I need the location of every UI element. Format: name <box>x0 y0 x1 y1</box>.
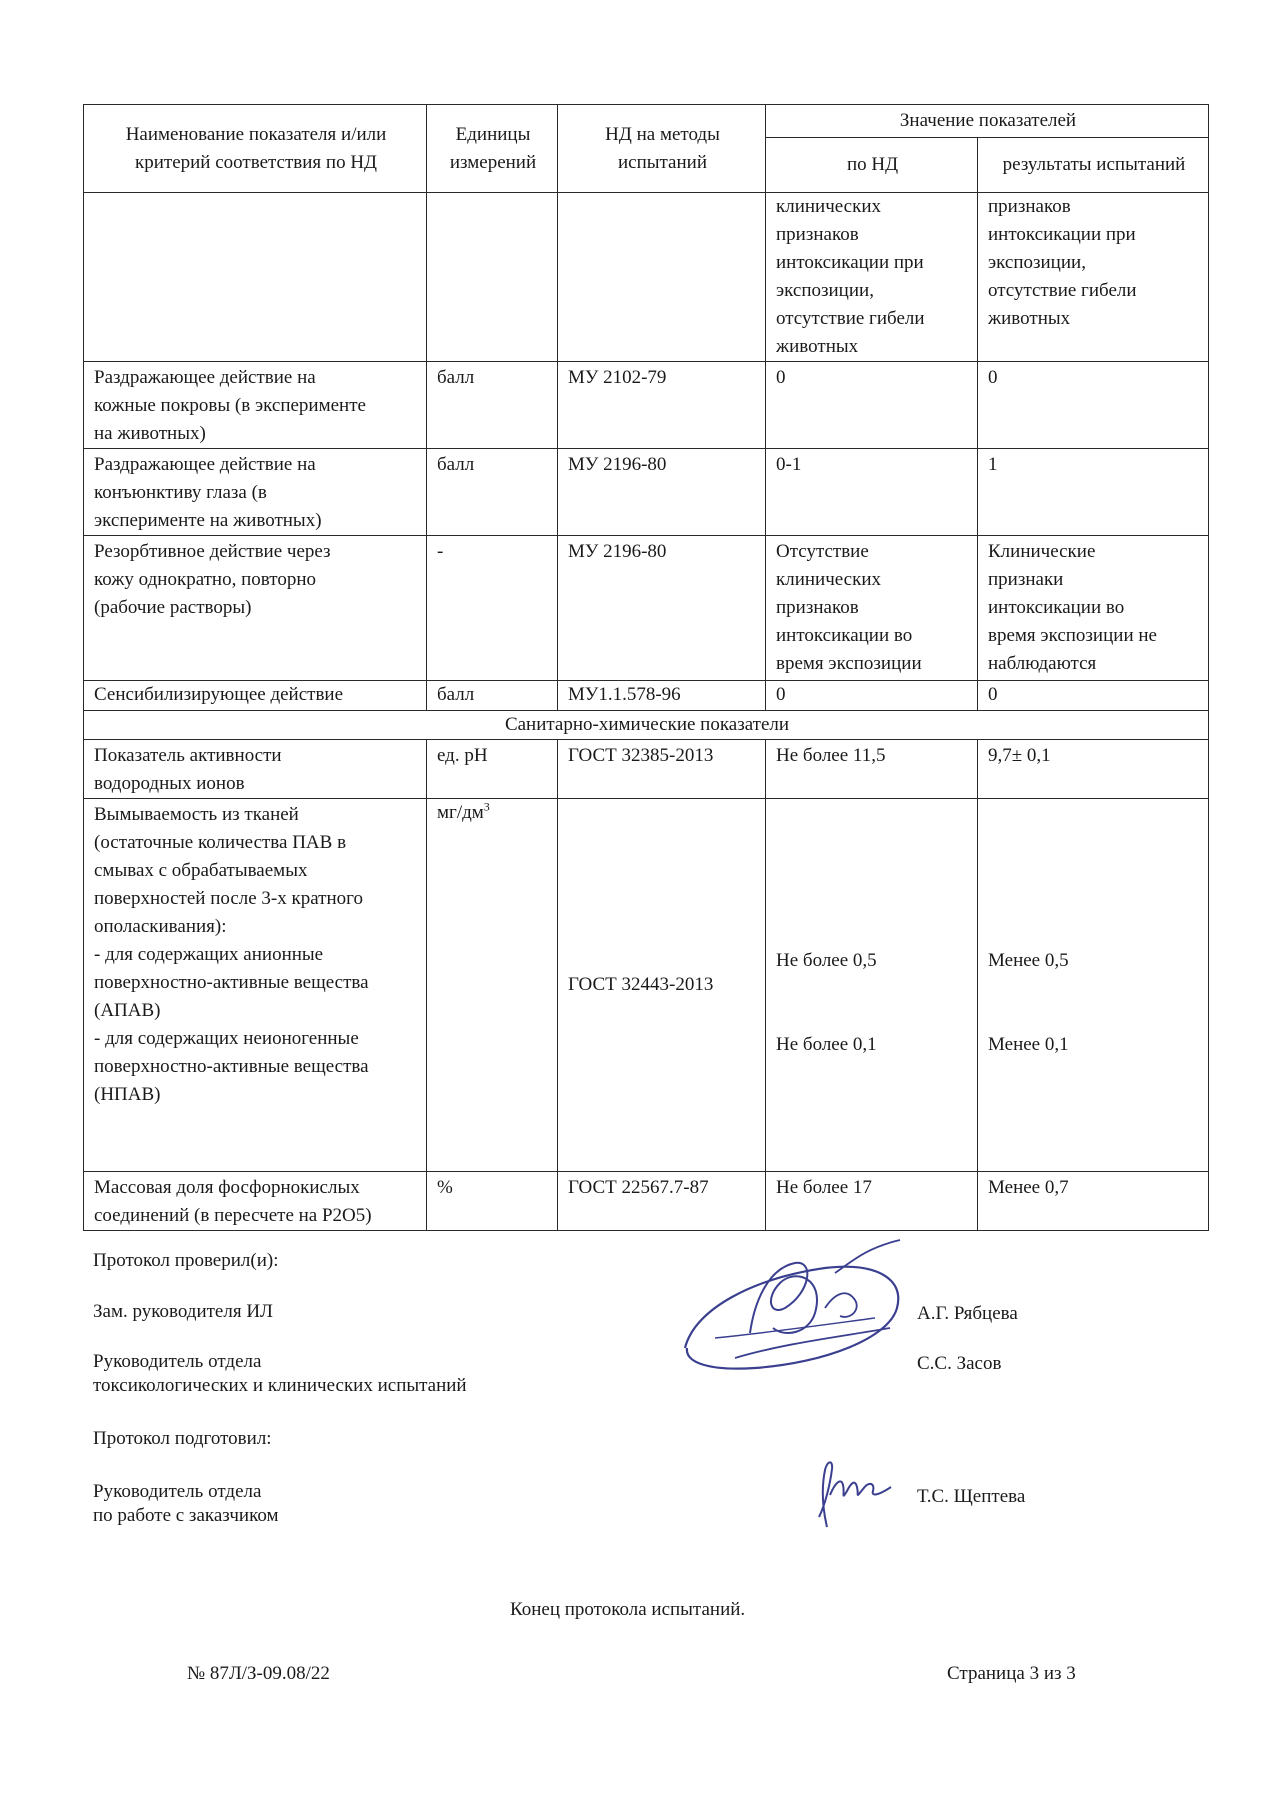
signature-ryabtseva-zasov <box>675 1238 925 1388</box>
cell-result: 0 <box>978 362 1209 449</box>
cell-method: МУ 2102-79 <box>558 362 766 449</box>
header-methods: НД на методы испытаний <box>558 105 766 193</box>
result-apav: Менее 0,5 <box>988 950 1069 971</box>
cell-name: Показатель активности водородных ионов <box>84 740 427 799</box>
cell-name: Сенсибилизирующее действие <box>84 681 427 711</box>
end-of-protocol-text: Конец протокола испытаний. <box>510 1599 746 1620</box>
cell-method: МУ1.1.578-96 <box>558 681 766 711</box>
handwritten-signature-icon <box>805 1455 905 1535</box>
section-title: Санитарно-химические показатели <box>84 711 1209 740</box>
cell-name: Раздражающее действие на кожные покровы (в эксперименте на животных) <box>84 362 427 449</box>
cell-result <box>978 799 1209 1172</box>
cell-units: балл <box>427 449 558 536</box>
result-npav: Менее 0,1 <box>988 1034 1069 1055</box>
cell-by-nd: Отсутствие клинических признаков интоксикации во время экспозиции <box>766 536 978 681</box>
table-row <box>84 1172 1209 1231</box>
results-table <box>83 104 1209 1231</box>
cell-by-nd: 0 <box>766 681 978 711</box>
cell-result: 9,7± 0,1 <box>978 740 1209 799</box>
cell-units <box>427 799 558 1172</box>
checked-by-label: Протокол проверил(и): <box>93 1250 279 1271</box>
deputy-head-label: Зам. руководителя ИЛ <box>93 1301 273 1322</box>
cell-units: ед. pH <box>427 740 558 799</box>
client-head-name: Т.С. Щептева <box>917 1486 1026 1507</box>
cell-result: Клинические признаки интоксикации во время экспозиции не наблюдаются <box>978 536 1209 681</box>
table-row <box>84 362 1209 449</box>
cell-result: признаков интоксикации при экспозиции, отсутствие гибели животных <box>978 193 1209 362</box>
header-indicator-name: Наименование показателя и/или критерий соответствия по НД <box>84 105 427 193</box>
cell-name: Резорбтивное действие через кожу однократно, повторно (рабочие растворы) <box>84 536 427 681</box>
cell-method: МУ 2196-80 <box>558 536 766 681</box>
page-number: Страница 3 из 3 <box>947 1663 1076 1684</box>
cell-name: Раздражающее действие на конъюнктиву глаза (в эксперименте на животных) <box>84 449 427 536</box>
prepared-by-label: Протокол подготовил: <box>93 1428 272 1449</box>
handwritten-signature-icon <box>675 1238 925 1388</box>
cell-name: Массовая доля фосфорнокислых соединений (в пересчете на Р2О5) <box>84 1172 427 1231</box>
dept-head-name: С.С. Засов <box>917 1353 1002 1374</box>
cell-by-nd: Не более 17 <box>766 1172 978 1231</box>
section-row <box>84 711 1209 740</box>
cell-by-nd <box>766 799 978 1172</box>
by-nd-apav: Не более 0,5 <box>776 950 877 971</box>
by-nd-npav: Не более 0,1 <box>776 1034 877 1055</box>
header-results: результаты испытаний <box>978 138 1209 193</box>
deputy-head-name: А.Г. Рябцева <box>917 1303 1018 1324</box>
units-superscript: 3 <box>483 799 490 814</box>
client-head-label: Руководитель отдела по работе с заказчиком <box>93 1481 279 1526</box>
cell-method: ГОСТ 32443-2013 <box>558 799 766 1172</box>
table-row <box>84 681 1209 711</box>
cell-result: Менее 0,7 <box>978 1172 1209 1231</box>
table-row <box>84 449 1209 536</box>
dept-head-label: Руководитель отдела токсикологических и клинических испытаний <box>93 1351 467 1396</box>
cell-name: Вымываемость из тканей (остаточные количества ПАВ в смывах с обрабатываемых поверхностей после 3-х кратного ополаскивания): - для содержащих анионные поверхностно-активные вещества (АПАВ) - для содержащих неионогенные поверхностно-активные вещества (НПАВ) <box>84 799 427 1172</box>
cell-units: балл <box>427 681 558 711</box>
cell-by-nd: Не более 11,5 <box>766 740 978 799</box>
cell-by-nd: 0-1 <box>766 449 978 536</box>
cell-method: МУ 2196-80 <box>558 449 766 536</box>
cell-units: - <box>427 536 558 681</box>
units-text: мг/дм <box>437 802 484 823</box>
cell-units: балл <box>427 362 558 449</box>
cell-result: 0 <box>978 681 1209 711</box>
protocol-number: № 87Л/З-09.08/22 <box>187 1663 330 1684</box>
header-units: Единицы измерений <box>427 105 558 193</box>
table-row <box>84 740 1209 799</box>
cell-by-nd: 0 <box>766 362 978 449</box>
table-row <box>84 536 1209 681</box>
cell-result: 1 <box>978 449 1209 536</box>
cell-method: ГОСТ 22567.7-87 <box>558 1172 766 1231</box>
signature-shcheptseva <box>805 1455 905 1535</box>
header-by-nd: по НД <box>766 138 978 193</box>
header-values-group: Значение показателей <box>766 105 1209 138</box>
cell-units: % <box>427 1172 558 1231</box>
cell-by-nd: клинических признаков интоксикации при экспозиции, отсутствие гибели животных <box>766 193 978 362</box>
cell-method: ГОСТ 32385-2013 <box>558 740 766 799</box>
table-row <box>84 193 1209 362</box>
table-row <box>84 799 1209 1172</box>
